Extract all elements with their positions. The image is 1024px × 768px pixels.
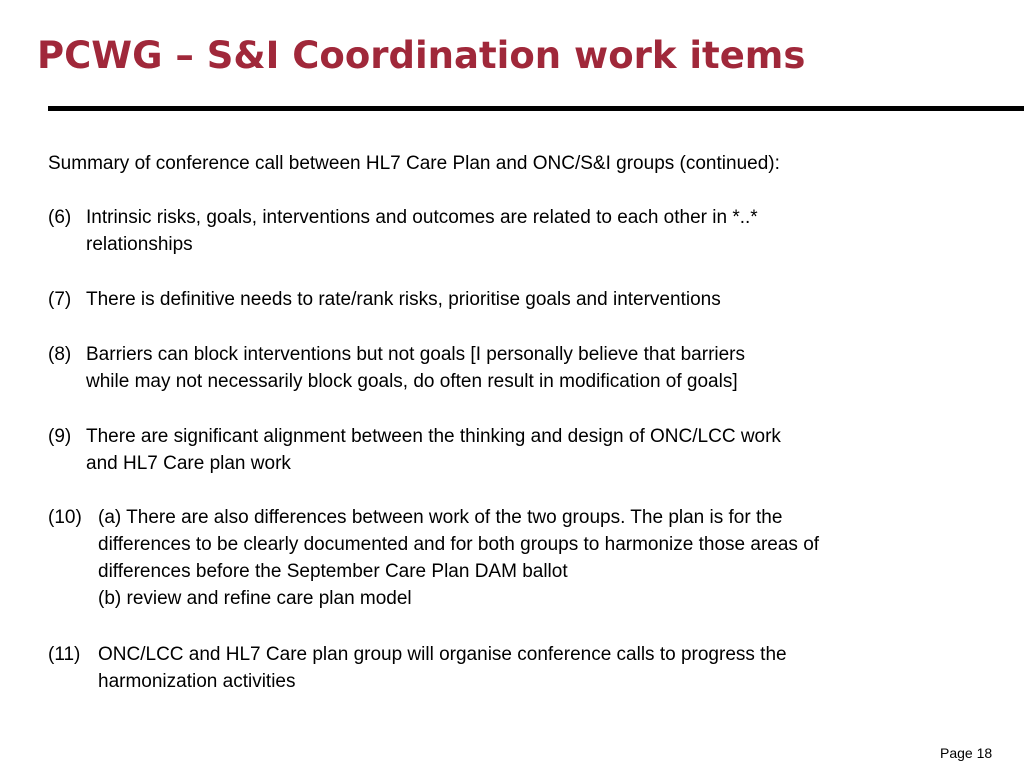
item-number: (6) <box>48 207 72 228</box>
item-line: There are significant alignment between the thinking and design of ONC/LCC work <box>86 426 781 447</box>
item-number: (8) <box>48 344 72 365</box>
item-line: ONC/LCC and HL7 Care plan group will organise conference calls to progress the <box>98 644 787 665</box>
item-number: (11) <box>48 644 81 665</box>
list-item-8 <box>48 341 745 395</box>
slide-title: PCWG – S&I Coordination work items <box>37 34 806 77</box>
item-line: There is definitive needs to rate/rank risks, prioritise goals and interventions <box>86 289 721 310</box>
item-text <box>98 641 787 695</box>
item-text <box>86 204 758 258</box>
page-number: Page 18 <box>940 745 993 761</box>
item-text <box>98 504 819 612</box>
item-line: (a) There are also differences between work of the two groups. The plan is for the <box>98 507 783 528</box>
item-line: differences before the September Care Plan DAM ballot <box>98 561 568 582</box>
item-line: relationships <box>86 234 193 255</box>
summary-intro: Summary of conference call between HL7 Care Plan and ONC/S&I groups (continued): <box>48 153 780 174</box>
list-item-11 <box>48 641 787 695</box>
list-item-7 <box>48 286 721 313</box>
item-line: differences to be clearly documented and for both groups to harmonize those areas of <box>98 534 820 555</box>
list-item-9 <box>48 423 781 477</box>
item-text <box>86 341 745 395</box>
item-line: Barriers can block interventions but not goals [I personally believe that barriers <box>86 344 746 365</box>
item-line: harmonization activities <box>98 671 296 692</box>
item-text <box>86 423 781 477</box>
item-number: (7) <box>48 289 72 310</box>
list-item-10 <box>48 504 819 612</box>
item-number: (10) <box>48 507 82 528</box>
item-subpoint: (b) review and refine care plan model <box>98 588 412 609</box>
item-line: Intrinsic risks, goals, interventions and outcomes are related to each other in *..* <box>86 207 758 228</box>
item-number: (9) <box>48 426 72 447</box>
title-divider <box>48 106 1024 111</box>
item-line: while may not necessarily block goals, do often result in modification of goals] <box>86 371 738 392</box>
item-line: and HL7 Care plan work <box>86 453 291 474</box>
list-item-6 <box>48 204 758 258</box>
item-text <box>86 286 721 313</box>
